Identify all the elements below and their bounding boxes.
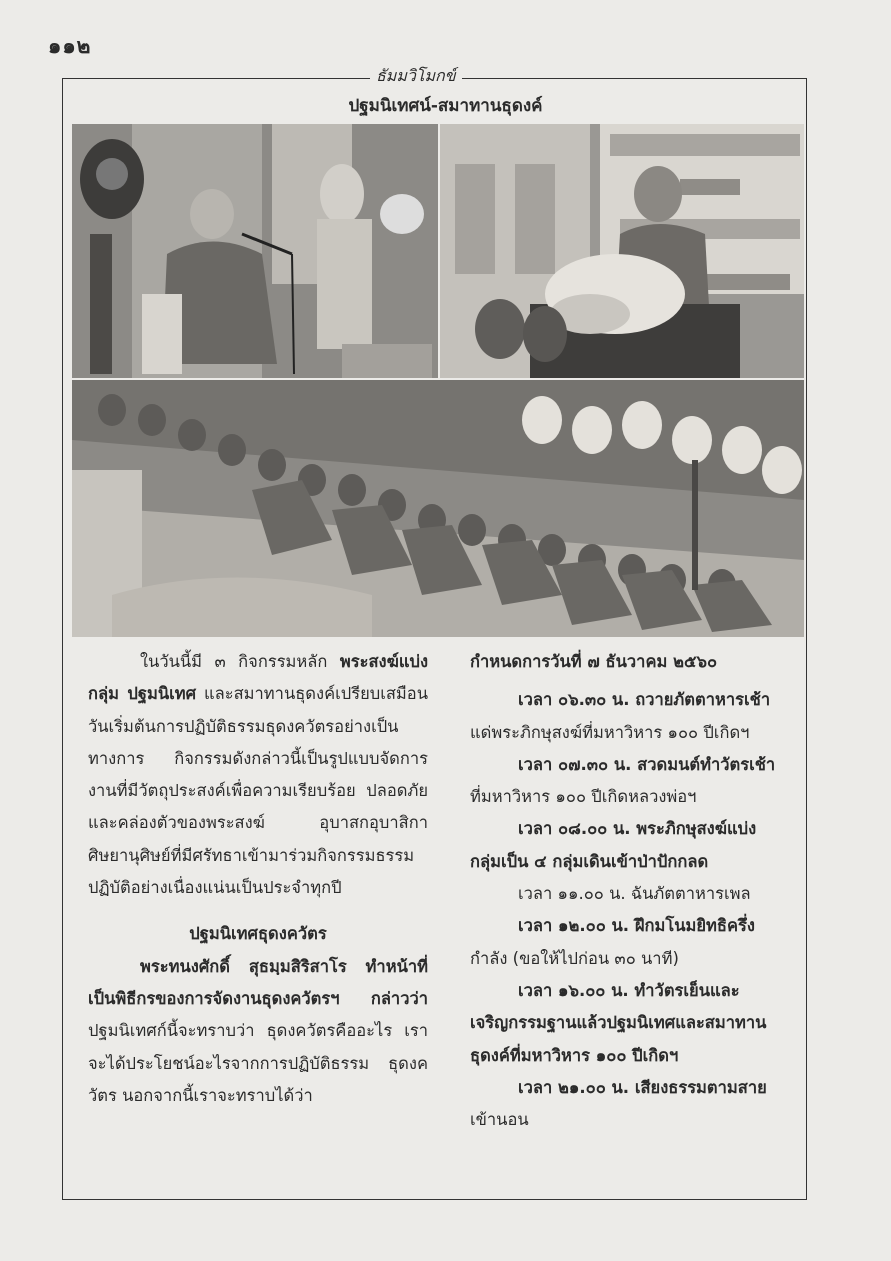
- right-column: [470, 646, 808, 1136]
- schedule-line: แด่พระภิกษุสงฆ์ที่มหาวิหาร ๑๐๐ ปีเกิดฯ: [470, 722, 750, 742]
- para2-rest: ปฐมนิเทศก์นี้จะทราบว่า ธุดงควัตรคืออะไร เราจะได้ประโยชน์อะไรจากการปฏิบัติธรรม ธุดงควัตร นอกจากนี้เราจะทราบได้ว่า: [88, 1021, 428, 1105]
- intro-paragraph: [88, 646, 428, 904]
- intro-bold: พระสงฆ์แบ่งกลุ่ม ปฐมนิเทศ: [88, 652, 428, 704]
- intro-lead: ในวันนี้มี ๓ กิจกรรมหลัก: [140, 652, 328, 671]
- photo-monk-at-podium: [440, 124, 804, 378]
- photo-monks-seated-group: [72, 380, 804, 637]
- schedule-line: ธุดงค์ที่มหาวิหาร ๑๐๐ ปีเกิดฯ: [470, 1045, 679, 1065]
- photo-monk-seated-speaking: [72, 124, 438, 378]
- schedule-line: กำลัง (ขอให้ไปก่อน ๓๐ นาที): [470, 948, 679, 968]
- schedule-line: เวลา ๐๗.๓๐ น. สวดมนต์ทำวัตรเช้า: [518, 754, 776, 774]
- schedule-line: เวลา ๐๘.๐๐ น. พระภิกษุสงฆ์แบ่ง: [518, 819, 757, 839]
- para2-bold: พระทนงศักดิ์ สุธมฺมสิริสาโร ทำหน้าที่เป็นพิธีกรของการจัดงานธุดงควัตรฯ กล่าวว่า: [88, 956, 428, 1008]
- intro-rest: และสมาทานธุดงค์เปรียบเสมือน วันเริ่มต้นการปฏิบัติธรรมธุดงควัตรอย่างเป็นทางการ กิจกรรมดังกล่าวนี้เป็นรูปแบบจัดการงานที่มีวัตถุประสงค์เพื่อความเรียบร้อย ปลอดภัยและคล่องตัวของพระสงฆ์ อุบาสกอุบาสิกา ศิษยานุศิษย์ที่มีศรัทธาเข้ามาร่วมกิจกรรมธรรมปฏิบัติอย่างเนื่องแน่นเป็นประจำทุกปี: [88, 684, 428, 898]
- schedule-line: เวลา ๑๒.๐๐ น. ฝึกมโนมยิทธิครึ่ง: [518, 916, 755, 936]
- chapter-title: ปฐมนิเทศน์-สมาทานธุดงค์: [348, 96, 543, 116]
- page-number: ๑๑๒: [48, 34, 92, 58]
- schedule-line: ที่มหาวิหาร ๑๐๐ ปีเกิดหลวงพ่อฯ: [470, 787, 697, 807]
- left-column: [88, 646, 428, 1112]
- schedule-line: เข้านอน: [470, 1110, 529, 1130]
- schedule-line: เวลา ๒๑.๐๐ น. เสียงธรรมตามสาย: [518, 1077, 767, 1097]
- schedule-heading: กำหนดการวันที่ ๗ ธันวาคม ๒๕๖๐: [470, 652, 718, 671]
- second-paragraph: [88, 951, 428, 1112]
- book-title: ธัมมวิโมกข์: [370, 64, 462, 89]
- schedule-line: เวลา ๑๖.๐๐ น. ทำวัตรเย็นและ: [518, 980, 740, 1000]
- schedule-line: เจริญกรรมฐานแล้วปฐมนิเทศและสมาทาน: [470, 1013, 767, 1033]
- schedule-line: เวลา ๐๖.๓๐ น. ถวายภัตตาหารเช้า: [518, 690, 771, 710]
- subheading: ปฐมนิเทศธุดงควัตร: [189, 924, 327, 944]
- schedule-line: กลุ่มเป็น ๔ กลุ่มเดินเข้าป่าปักกลด: [470, 851, 709, 871]
- schedule-line: เวลา ๑๑.๐๐ น. ฉันภัตตาหารเพล: [518, 884, 751, 904]
